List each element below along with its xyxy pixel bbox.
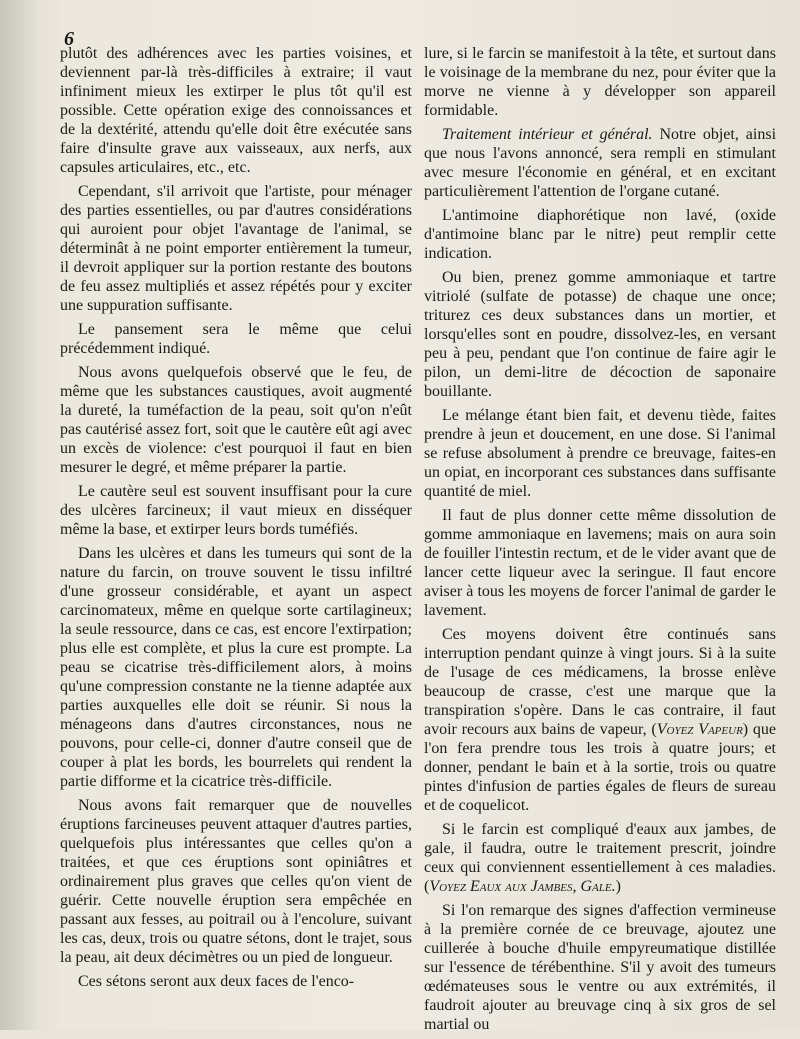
- page-number: 6: [64, 28, 74, 50]
- paragraph-text: ): [615, 878, 621, 895]
- paragraph: Le cautère seul est souvent insuffisant pour la cure des ulcères farcineux; il vaut mieux en disséquer même la base, et extirper leurs bords tuméfiés.: [60, 483, 412, 538]
- paragraph: Ou bien, prenez gomme ammoniaque et tartre vitriolé (sulfate de potasse) de chaque une once; triturez ces deux substances dans un mortier, et lorsqu'elles sont en poudre, dissolvez-les, en versant peu à peu, pendant que l'on continue de faire agir le pilon, un demi-litre de décoction de saponaire bouillante.: [424, 269, 776, 400]
- left-column: [60, 44, 412, 996]
- paragraph: Il faut de plus donner cette même dissolution de gomme ammoniaque en lavemens; mais on aura soin de fouiller l'intestin rectum, et de le vider avant que de lancer cette liqueur avec la seringue. Il faut encore aviser à tous les moyens de forcer l'animal de garder le lavement.: [424, 507, 776, 619]
- paragraph: Ces sétons seront aux deux faces de l'enco-: [78, 973, 355, 990]
- paragraph: plutôt des adhérences avec les parties voisines, et deviennent par-là très-difficiles à extraire; il vaut infiniment mieux les extirper le plus tôt qu'il est possible. Cette opération exige des connoissances et de la dextérité, attendu qu'elle doit être exécutée sans faire d'insulte grave aux vaisseaux, aux nerfs, aux capsules articulaires, etc., etc.: [60, 45, 412, 176]
- right-column: [424, 44, 776, 1039]
- paragraph-text: Notre objet, ainsi que nous l'avons annoncé, sera rempli en stimulant avec mesure l'économie en général, et en excitant particulièrement l'attention de l'organe cutané.: [424, 126, 777, 200]
- paragraph: L'antimoine diaphorétique non lavé, (oxide d'antimoine blanc par le nitre) peut remplir cette indication.: [424, 207, 776, 262]
- paragraph-text: Ces moyens doivent être continués sans interruption pendant quinze à vingt jours. Si à la suite de l'usage de ces médicamens, la brosse enlève beaucoup de crasse, c'est une marque que la transpiration s'opère. Dans le cas contraire, il faut avoir recours aux bains de vapeur, (: [424, 626, 776, 738]
- paragraph-text: ) que l'on fera prendre tous les trois à quatre jours; et donner, pendant le bain et à la sortie, trois ou quatre pintes d'infusion de parties égales de fleurs de sureau et de coquelicot.: [424, 721, 776, 814]
- paragraph-text: Si le farcin est compliqué d'eaux aux jambes, de gale, il faudra, outre le traitement prescrit, joindre ceux qui conviennent essentiellement à ces maladies. (: [424, 821, 776, 895]
- paragraph: Le mélange étant bien fait, et devenu tiède, faites prendre à jeun et doucement, en une dose. Si l'animal se refuse absolument à prendre ce breuvage, faites-en un opiat, en incorporant ces substances dans suffisante quantité de miel.: [424, 407, 776, 500]
- section-heading: Traitement intérieur et général.: [442, 126, 653, 143]
- paragraph: [424, 125, 776, 201]
- paragraph: Si l'on remarque des signes d'affection vermineuse à la première cornée de ce breuvage, ajoutez une cuillerée à bouche d'huile empyreumatique distillée sur l'essence de térébenthine. S'il y avoit des tumeurs œdémateuses sous le ventre ou aux extrémités, il faudroit ajouter au breuvage cinq à six gros de sel martial ou: [424, 902, 776, 1033]
- binding-shadow: [0, 0, 40, 1030]
- paragraph: Le pansement sera le même que celui précédemment indiqué.: [60, 321, 412, 357]
- paragraph: lure, si le farcin se manifestoit à la tête, et surtout dans le voisinage de la membrane du nez, pour éviter que la morve ne vienne à y développer son appareil formidable.: [424, 45, 776, 119]
- paragraph: Nous avons fait remarquer que de nouvelles éruptions farcineuses peuvent attaquer d'autres parties, quelquefois plus intéressantes que celles qu'on a traitées, et que ces éruptions sont opiniâtres et ordinairement plus graves que celles qu'on vient de guérir. Cette nouvelle éruption sera empêchée en passant aux fesses, au poitrail ou à l'encolure, suivant les cas, deux, trois ou quatre sétons, dont le trajet, sous la peau, ait deux décimètres ou un pied de longueur.: [60, 797, 412, 966]
- paragraph: Cependant, s'il arrivoit que l'artiste, pour ménager des parties essentielles, ou par d'autres considérations qui auroient pour objet l'avantage de l'animal, se déterminât à ne point emporter entièrement la tumeur, il devroit appliquer sur la portion restante des boutons de feu assez multipliés et assez répétés pour y exciter une suppuration suffisante.: [60, 183, 412, 314]
- paragraph: [424, 820, 776, 896]
- cross-reference: Voyez Vapeur: [656, 721, 743, 738]
- cross-reference: Voyez Eaux aux Jambes, Gale.: [429, 878, 616, 895]
- paragraph: [424, 625, 776, 815]
- paragraph: Nous avons quelquefois observé que le feu, de même que les substances caustiques, avoit augmenté la dureté, la tuméfaction de la peau, soit qu'on n'eût pas cautérisé assez fort, soit que le cautère eût agi avec un excès de violence: c'est pourquoi il faut en bien mesurer le degré, et même préparer la partie.: [60, 364, 412, 476]
- paragraph: Dans les ulcères et dans les tumeurs qui sont de la nature du farcin, on trouve souvent le tissu infiltré d'une grosseur considérable, et ayant un aspect carcinomateux, même en quelque sorte cartilagineux; la seule ressource, dans ce cas, est encore l'extirpation; plus elle est complète, et plus la cure est prompte. La peau se cicatrise très-difficilement alors, à moins qu'une compression constante ne la tienne adaptée aux parties auxquelles elle doit se réunir. Si nous la ménageons dans d'autres circonstances, nous ne pouvons, pour celle-ci, donner d'autre conseil que de couper à plat les bords, les bourrelets qui rendent la partie difforme et la cicatrice très-difficile.: [60, 545, 412, 790]
